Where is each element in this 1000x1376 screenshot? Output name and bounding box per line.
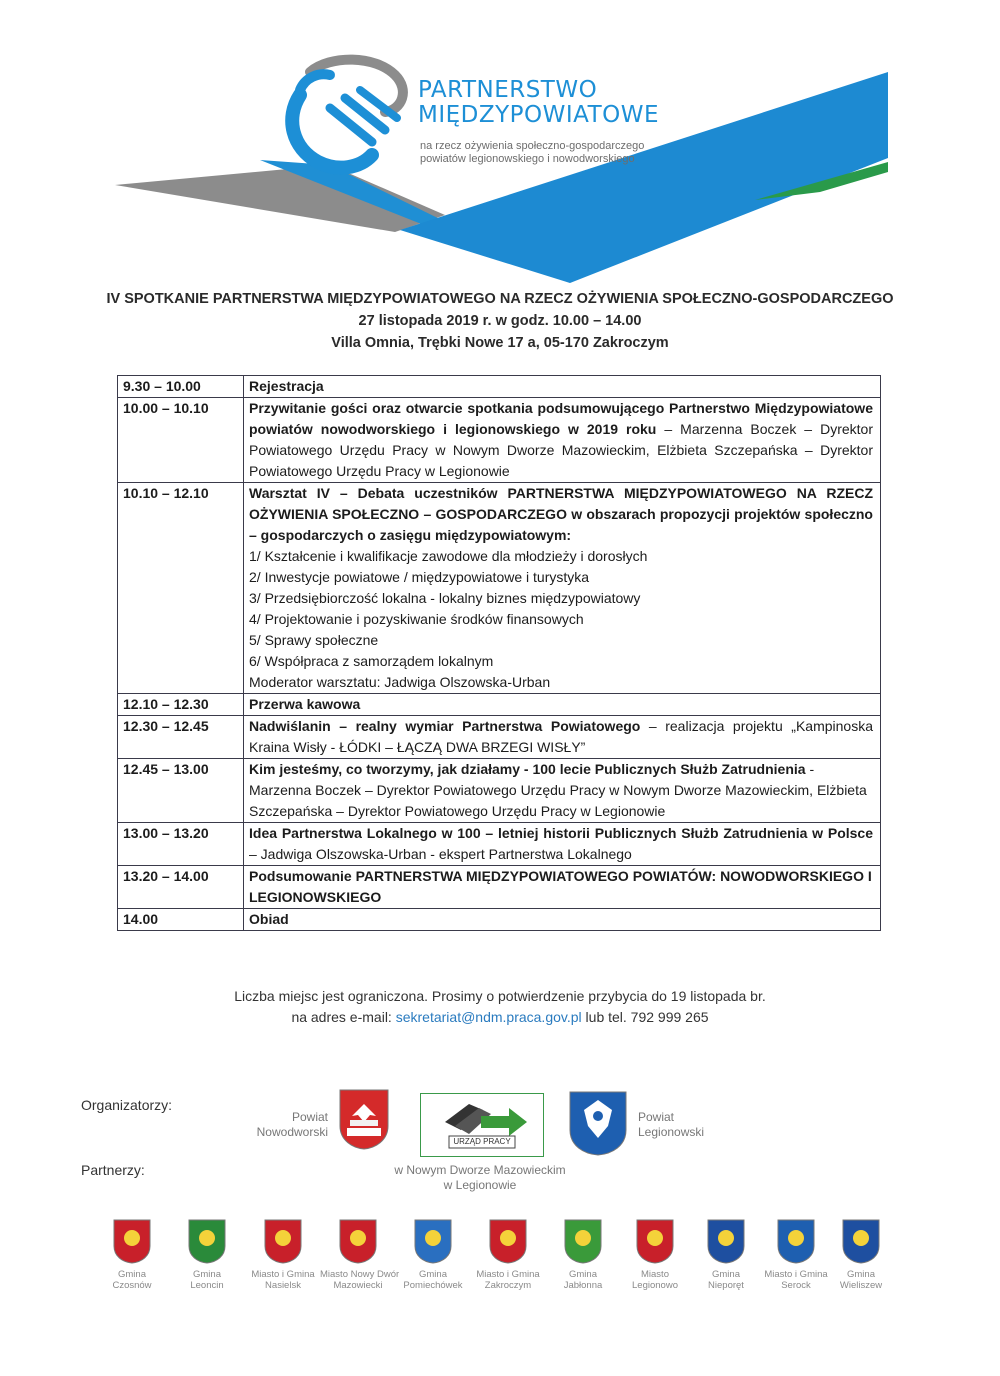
agenda-table [117, 375, 881, 931]
agenda-detail: – Jadwiga Olszowska-Urban - ekspert Partnerstwa Lokalnego [249, 846, 632, 862]
gmina-label [94, 1269, 170, 1291]
agenda-detail: – Marzenna Boczek – Dyrektor Powiatowego Urzędu Pracy w Nowym Dworze Mazowieckim, Elżbieta Szczepańska – Dyrektor Powiatowego Urzędu Pracy w Legionowie [249, 421, 873, 479]
event-title: IV SPOTKANIE PARTNERSTWA MIĘDZYPOWIATOWEGO NA RZECZ OŻYWIENIA SPOŁECZNO-GOSPODARCZEGO [106, 291, 894, 307]
agenda-row [118, 823, 881, 866]
gmina-label-line2: Mazowiecki [333, 1280, 383, 1291]
gmina-crest-icon [112, 1218, 152, 1264]
gmina-label-line1: Gmina [847, 1269, 875, 1280]
agenda-desc [244, 483, 881, 694]
partnership-logo-icon [292, 60, 403, 168]
powiat-nowodworski-label [256, 1110, 328, 1140]
gmina-crest-icon [263, 1218, 303, 1264]
agenda-title: Obiad [249, 911, 289, 927]
gmina-crest-icon [635, 1218, 675, 1264]
registration-note [0, 986, 1000, 1028]
agenda-desc [244, 823, 881, 866]
gmina-label-line2: Nieporęt [708, 1280, 744, 1291]
urzad-pracy-icon [421, 1094, 543, 1156]
gmina-label-line1: Gmina [569, 1269, 597, 1280]
gmina-label-line2: Leoncin [190, 1280, 224, 1291]
gmina-crest-icon [706, 1218, 746, 1264]
agenda-title: Idea Partnerstwa Lokalnego w 100 – letniej historii Publicznych Służb Zatrudnienia w Polsce [249, 825, 873, 841]
agenda-desc [244, 866, 881, 909]
gmina-label-line1: Gmina [712, 1269, 740, 1280]
registration-note-line1: Liczba miejsc jest ograniczona. Prosimy o potwierdzenie przybycia do 19 listopada br. [234, 988, 766, 1004]
contact-phone: lub tel. 792 999 265 [581, 1009, 709, 1025]
agenda-desc [244, 716, 881, 759]
agenda-row [118, 909, 881, 931]
gmina-label-line2: Nasielsk [265, 1280, 301, 1291]
gmina-label-line2: Pomiechówek [403, 1280, 463, 1291]
contact-email-link[interactable]: sekretariat@ndm.praca.gov.pl [395, 1009, 582, 1025]
powiat-legionowski-crest-icon [568, 1090, 628, 1156]
gmina-label [688, 1269, 764, 1291]
gmina-crest-icon [563, 1218, 603, 1264]
gmina-label [169, 1269, 245, 1291]
gmina-crest-icon [187, 1218, 227, 1264]
brand-title [418, 78, 659, 128]
workshop-moderator: Moderator warsztatu: Jadwiga Olszowska-Urban [249, 674, 551, 690]
powiat-nowodworski-line2: Nowodworski [256, 1125, 328, 1139]
agenda-time: 12.45 – 13.00 [118, 759, 244, 823]
gmina-label-line2: Legionowo [632, 1280, 678, 1291]
event-heading [0, 288, 1000, 354]
agenda-row [118, 398, 881, 483]
agenda-title: Przywitanie gości oraz otwarcie spotkania podsumowującego Partnerstwo Międzypowiatowe powiatów nowodworskiego i legionowskiego w 2019 roku [249, 400, 873, 437]
agenda-desc [244, 398, 881, 483]
agenda-row [118, 866, 881, 909]
workshop-item: 6/ Współpraca z samorządem lokalnym [249, 653, 494, 669]
agenda-time: 13.20 – 14.00 [118, 866, 244, 909]
agenda-title: Warsztat IV – Debata uczestników PARTNERSTWA MIĘDZYPOWIATOWEGO NA RZECZ OŻYWIENIA SPOŁECZNO – GOSPODARCZEGO w obszarach propozycji projektów społeczno – gospodarczych o zasięgu międzypowiatowym: [249, 485, 873, 543]
agenda-detail: - Marzenna Boczek – Dyrektor Powiatowego Urzędu Pracy w Nowym Dworze Mazowieckim, Elżbieta Szczepańska – Dyrektor Powiatowego Urzędu Pracy w Legionowie [249, 761, 867, 819]
agenda-desc [244, 759, 881, 823]
urzad-pracy-logo [420, 1093, 544, 1157]
workshop-item: 4/ Projektowanie i pozyskiwanie środków finansowych [249, 611, 584, 627]
gmina-crest-icon [338, 1218, 378, 1264]
workshop-item: 5/ Sprawy społeczne [249, 632, 379, 648]
partner-gmina [94, 1218, 170, 1291]
agenda-row [118, 376, 881, 398]
brand-subtitle-line1: na rzecz ożywienia społeczno-gospodarczego [420, 140, 645, 152]
event-venue: Villa Omnia, Trębki Nowe 17 a, 05-170 Zakroczym [331, 335, 669, 351]
gmina-label-line1: Gmina [419, 1269, 447, 1280]
partner-gmina [169, 1218, 245, 1291]
agenda-detail: – realizacja projektu „Kampinoska Kraina Wisły - ŁÓDKI – ŁĄCZĄ DWA BRZEGI WISŁY” [249, 718, 873, 755]
powiat-legionowski-label [638, 1110, 704, 1140]
partner-gmina [395, 1218, 471, 1291]
event-date: 27 listopada 2019 r. w godz. 10.00 – 14.00 [358, 313, 642, 329]
agenda-title: Rejestracja [249, 378, 324, 394]
powiat-nowodworski-crest-icon [338, 1088, 390, 1150]
gmina-crest-icon [488, 1218, 528, 1264]
partner-gmina [245, 1218, 321, 1291]
agenda-time: 10.10 – 12.10 [118, 483, 244, 694]
partner-gmina [320, 1218, 400, 1291]
gmina-label [470, 1269, 546, 1291]
partners-label: Partnerzy: [81, 1162, 145, 1178]
gmina-label [395, 1269, 471, 1291]
partner-gmina [470, 1218, 546, 1291]
powiat-legionowski-line1: Powiat [638, 1110, 675, 1124]
partner-gmina [823, 1218, 899, 1291]
urzad-pracy-logo-text: URZĄD PRACY [453, 1137, 511, 1146]
brand-subtitle [420, 140, 644, 166]
agenda-time: 12.10 – 12.30 [118, 694, 244, 716]
contact-prefix: na adres e-mail: [291, 1009, 396, 1025]
agenda-desc [244, 909, 881, 931]
workshop-item: 2/ Inwestycje powiatowe / międzypowiatowe i turystyka [249, 569, 590, 585]
urzad-pracy-caption-line2: w Legionowie [443, 1178, 517, 1192]
agenda-title: Podsumowanie PARTNERSTWA MIĘDZYPOWIATOWEGO POWIATÓW: NOWODWORSKIEGO I LEGIONOWSKIEGO [249, 868, 872, 905]
gmina-label-line1: Gmina [118, 1269, 146, 1280]
agenda-time: 14.00 [118, 909, 244, 931]
brand-title-line1: PARTNERSTWO [418, 77, 598, 103]
gmina-label [823, 1269, 899, 1291]
gmina-label [245, 1269, 321, 1291]
workshop-item: 1/ Kształcenie i kwalifikacje zawodowe dla młodzieży i dorosłych [249, 548, 648, 564]
gmina-label-line2: Wieliszew [839, 1280, 883, 1291]
agenda-time: 9.30 – 10.00 [118, 376, 244, 398]
gmina-label-line1: Miasto i Gmina [764, 1269, 828, 1280]
workshop-item: 3/ Przedsiębiorczość lokalna - lokalny biznes międzypowiatowy [249, 590, 641, 606]
agenda-desc [244, 376, 881, 398]
agenda-desc [244, 694, 881, 716]
brand-title-line2: MIĘDZYPOWIATOWE [418, 102, 660, 128]
powiat-legionowski-line2: Legionowski [638, 1125, 705, 1139]
partner-gmina [688, 1218, 764, 1291]
gmina-label-line2: Jabłonna [563, 1280, 603, 1291]
gmina-label-line2: Serock [781, 1280, 811, 1291]
gmina-label-line1: Miasto Nowy Dwór [320, 1269, 400, 1280]
agenda-row [118, 716, 881, 759]
brand-subtitle-line2: powiatów legionowskiego i nowodworskiego [420, 153, 635, 165]
agenda-time: 13.00 – 13.20 [118, 823, 244, 866]
gmina-label-line1: Miasto i Gmina [251, 1269, 315, 1280]
gmina-label [617, 1269, 693, 1291]
gmina-label [545, 1269, 621, 1291]
partner-gmina [545, 1218, 621, 1291]
agenda-title: Kim jesteśmy, co tworzymy, jak działamy - 100 lecie Publicznych Służb Zatrudnienia [249, 761, 806, 777]
gmina-label-line1: Miasto i Gmina [476, 1269, 540, 1280]
gmina-crest-icon [841, 1218, 881, 1264]
partner-gmina [617, 1218, 693, 1291]
urzad-pracy-caption [380, 1163, 580, 1193]
gmina-crest-icon [413, 1218, 453, 1264]
agenda-row [118, 483, 881, 694]
gmina-label-line1: Miasto [641, 1269, 669, 1280]
agenda-time: 12.30 – 12.45 [118, 716, 244, 759]
registration-note-line2 [0, 1007, 1000, 1028]
gmina-label-line2: Zakroczym [484, 1280, 532, 1291]
gmina-label-line2: Czosnów [112, 1280, 152, 1291]
gmina-label-line1: Gmina [193, 1269, 221, 1280]
gmina-crest-icon [776, 1218, 816, 1264]
powiat-nowodworski-line1: Powiat [291, 1110, 328, 1124]
urzad-pracy-caption-line1: w Nowym Dworze Mazowieckim [394, 1163, 566, 1177]
agenda-title: Nadwiślanin – realny wymiar Partnerstwa Powiatowego [249, 718, 641, 734]
agenda-row [118, 759, 881, 823]
agenda-title: Przerwa kawowa [249, 696, 361, 712]
gmina-label [320, 1269, 400, 1291]
agenda-row [118, 694, 881, 716]
agenda-time: 10.00 – 10.10 [118, 398, 244, 483]
organizers-label: Organizatorzy: [81, 1097, 173, 1113]
